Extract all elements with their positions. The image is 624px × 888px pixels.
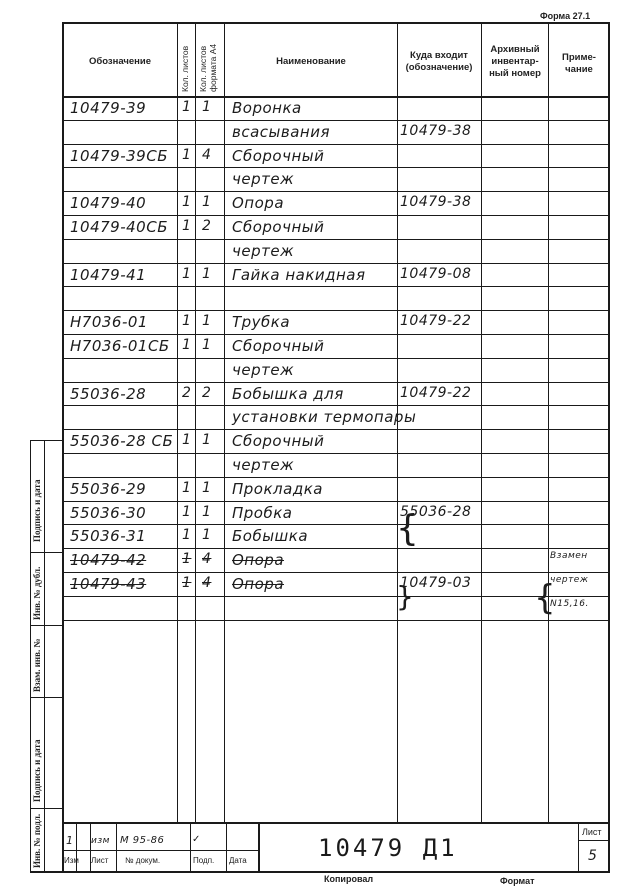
label-sign: Подп.: [193, 856, 215, 865]
side-label-inv-orig: Инв. № подл.: [32, 813, 42, 868]
cell-name: Воронка: [232, 99, 302, 117]
title-col-3: [116, 822, 117, 872]
cell-designation: 10479-39: [70, 99, 147, 117]
sheet-label: Лист: [582, 827, 602, 837]
cell-note: N15,16.: [550, 598, 589, 609]
cell-sheets: 1: [182, 503, 192, 520]
cell-designation: 10479-40СБ: [70, 218, 168, 236]
cell-sheets: 1: [182, 146, 192, 163]
cell-a4: 4: [202, 146, 212, 163]
row-line: [62, 215, 610, 216]
rev-doc: М 95-86: [120, 835, 165, 846]
header-archive-no: Архивный инвентар-ный номер: [489, 44, 541, 79]
side-label-sign-date-2: Подпись и дата: [32, 739, 42, 802]
side-label-sign-date-1: Подпись и дата: [32, 479, 42, 542]
cell-a4: 1: [202, 432, 212, 449]
cell-name: чертеж: [232, 170, 295, 189]
cell-name: Опора: [232, 194, 285, 213]
cell-used-in: 10479-22: [400, 313, 472, 330]
cell-a4: 1: [202, 194, 212, 211]
row-line: [62, 144, 610, 145]
footer-copied: Копировал: [324, 874, 374, 884]
row-line: [62, 548, 610, 549]
footer-format: Формат: [500, 876, 535, 886]
row-line: [62, 429, 610, 430]
title-block-mid: [62, 850, 258, 851]
cell-sheets: 1: [182, 551, 192, 568]
row-line: [62, 524, 610, 525]
label-list: Лист: [91, 856, 109, 865]
cell-name: Бобышка для: [232, 384, 344, 403]
cell-sheets: 1: [182, 194, 192, 211]
row-line: [62, 120, 610, 121]
cell-sheets: 1: [182, 575, 192, 591]
cell-a4: 2: [202, 384, 212, 401]
brace-mark-3: {: [534, 578, 557, 618]
side-strip-div-1: [30, 552, 62, 553]
header-note: Приме-чание: [562, 52, 596, 75]
cell-designation: 55036-31: [70, 527, 147, 546]
sheet-value: 5: [588, 848, 598, 864]
col-line-3: [224, 22, 225, 822]
cell-designation: 55036-30: [70, 503, 147, 522]
header-name: Наименование: [276, 56, 346, 67]
cell-a4: 1: [202, 265, 212, 282]
row-line: [62, 596, 610, 597]
cell-designation: 10479-39СБ: [70, 146, 168, 165]
cell-note: чертеж: [550, 575, 589, 585]
cell-used-in: 10479-03: [400, 575, 472, 591]
cell-sheets: 1: [182, 99, 192, 115]
label-izm: Изм: [64, 856, 79, 865]
cell-name: Гайка накидная: [232, 265, 366, 284]
cell-name: Сборочный: [232, 432, 325, 451]
header-sheets-count: Кол. листов: [180, 45, 190, 92]
cell-designation: 55036-29: [70, 479, 147, 498]
header-designation: Обозначение: [88, 56, 152, 67]
cell-used-in: 55036-28: [400, 503, 472, 520]
cell-name: Прокладка: [232, 479, 323, 498]
title-block-sep: [258, 822, 260, 872]
cell-designation: 55036-28: [70, 384, 147, 403]
side-strip-div-2: [30, 625, 62, 626]
cell-name: Сборочный: [232, 218, 325, 236]
cell-a4: 1: [202, 503, 212, 520]
side-strip-div-3: [30, 697, 62, 698]
side-label-replace-inv: Взам. инв. №: [32, 638, 42, 692]
brace-mark-2: }: [396, 580, 415, 613]
label-date: Дата: [229, 856, 247, 865]
row-line: [62, 453, 610, 454]
label-doc: № докум.: [125, 856, 161, 865]
cell-sheets: 1: [182, 313, 192, 330]
cell-a4: 1: [202, 527, 212, 544]
row-line: [62, 620, 610, 621]
title-block-top: [62, 822, 610, 824]
row-line: [62, 286, 610, 287]
frame-top: [62, 22, 610, 24]
row-line: [62, 501, 610, 502]
rev-izm: 1: [66, 834, 74, 847]
cell-name: Трубка: [232, 313, 291, 332]
frame-left: [62, 22, 64, 872]
cell-name: Опора: [232, 575, 285, 593]
cell-name: установки термопары: [232, 408, 417, 427]
side-label-inv-dupl: Инв. № дубл.: [32, 566, 42, 620]
title-col-4: [190, 822, 191, 872]
col-line-5: [481, 22, 482, 822]
cell-note: Взамен: [550, 551, 588, 562]
rev-list: изм: [91, 836, 110, 846]
cell-name: Сборочный: [232, 146, 325, 165]
cell-a4: 1: [202, 479, 212, 496]
cell-designation: 10479-40: [70, 194, 147, 213]
form-label: Форма 27.1: [540, 11, 591, 21]
header-a4-count: Кол. листов формата А4: [198, 43, 218, 92]
header-bottom: [62, 96, 610, 98]
cell-a4: 4: [202, 551, 212, 568]
cell-used-in: 10479-38: [400, 122, 472, 139]
side-strip-div-4: [30, 808, 62, 809]
cell-name: Пробка: [232, 503, 293, 522]
cell-used-in: 10479-22: [400, 384, 472, 401]
row-line: [62, 572, 610, 573]
col-line-6: [548, 22, 549, 822]
cell-designation: 10479-43: [70, 575, 147, 593]
cell-designation: 10479-42: [70, 551, 147, 570]
cell-sheets: 2: [182, 384, 192, 401]
cell-name: чертеж: [232, 456, 295, 474]
cell-name: Бобышка: [232, 527, 309, 546]
cell-sheets: 1: [182, 527, 192, 544]
cell-name: Сборочный: [232, 337, 325, 355]
col-line-1: [177, 22, 178, 822]
row-line: [62, 310, 610, 311]
side-strip-top: [30, 440, 62, 441]
cell-name: чертеж: [232, 360, 295, 379]
row-line: [62, 382, 610, 383]
row-line: [62, 191, 610, 192]
cell-a4: 1: [202, 337, 212, 353]
cell-a4: 1: [202, 313, 212, 330]
doc-code: 10479 Д1: [318, 834, 458, 862]
cell-designation: 10479-41: [70, 265, 147, 284]
cell-a4: 4: [202, 575, 212, 591]
cell-designation: Н7036-01: [70, 313, 148, 332]
row-line: [62, 334, 610, 335]
header-used-in: Куда входит (обозначение): [405, 50, 473, 73]
cell-sheets: 1: [182, 265, 192, 282]
cell-a4: 2: [202, 218, 212, 234]
row-line: [62, 358, 610, 359]
cell-sheets: 1: [182, 432, 192, 449]
cell-name: Опора: [232, 551, 285, 570]
frame-right: [608, 22, 610, 872]
cell-designation: 55036-28 СБ: [70, 432, 174, 451]
cell-name: чертеж: [232, 241, 295, 260]
cell-sheets: 1: [182, 479, 192, 496]
cell-used-in: 10479-08: [400, 265, 472, 282]
cell-name: всасывания: [232, 122, 330, 141]
cell-designation: Н7036-01СБ: [70, 337, 170, 355]
rev-sign: ✓: [192, 834, 201, 845]
title-block-sheet-mid: [578, 840, 610, 841]
row-line: [62, 239, 610, 240]
cell-a4: 1: [202, 99, 212, 115]
row-line: [62, 263, 610, 264]
title-col-5: [226, 822, 227, 872]
brace-mark-1: {: [396, 508, 420, 549]
title-block-sheet-sep: [578, 822, 579, 872]
cell-sheets: 1: [182, 337, 192, 353]
col-line-2: [195, 22, 196, 822]
row-line: [62, 167, 610, 168]
cell-sheets: 1: [182, 218, 192, 234]
row-line: [62, 477, 610, 478]
row-line: [62, 405, 610, 406]
cell-used-in: 10479-38: [400, 194, 472, 211]
